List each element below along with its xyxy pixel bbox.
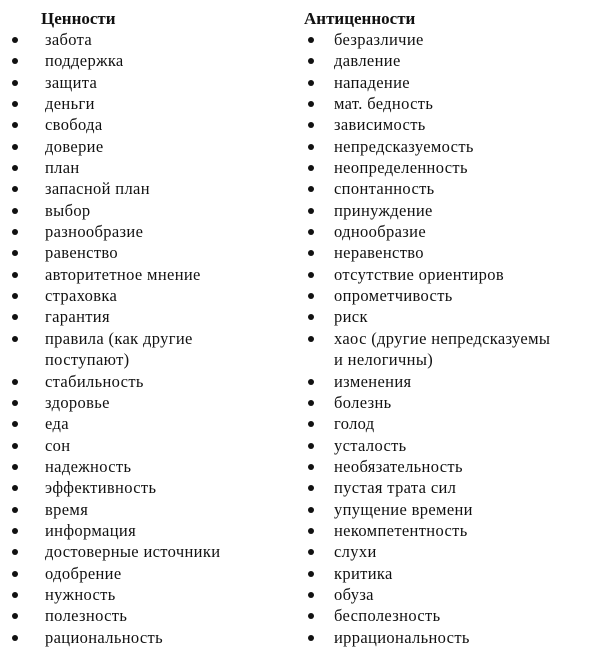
values-list	[0, 29, 290, 648]
list-item	[289, 605, 591, 626]
list-item-text: пустая трата сил	[334, 478, 457, 498]
list-item	[0, 563, 290, 584]
list-item	[289, 306, 591, 327]
bullet-icon	[12, 250, 18, 256]
list-item	[289, 72, 591, 93]
list-item	[0, 157, 290, 178]
list-item-text: забота	[45, 30, 93, 49]
list-item-text: бесполезность	[334, 606, 441, 626]
bullet-icon	[12, 272, 18, 278]
list-item-text: необязательность	[334, 456, 463, 476]
bullet-icon	[308, 592, 314, 598]
list-item-text: поступают)	[45, 350, 130, 370]
bullet-icon	[308, 379, 314, 385]
list-item-text: иррациональность	[334, 627, 470, 647]
bullet-icon	[308, 250, 314, 256]
list-item	[289, 200, 591, 221]
list-item-text: спонтанность	[334, 179, 435, 199]
bullet-icon	[12, 635, 18, 641]
list-item-text: сон	[45, 435, 71, 455]
list-item-text: свобода	[45, 115, 103, 135]
bullet-icon	[12, 336, 18, 342]
bullet-icon	[12, 613, 18, 619]
bullet-icon	[12, 101, 18, 107]
bullet-icon	[12, 165, 18, 171]
bullet-icon	[308, 80, 314, 86]
list-item	[289, 541, 591, 562]
list-item-text: упущение времени	[334, 499, 473, 519]
list-item-text: мат. бедность	[334, 94, 434, 114]
list-item	[289, 499, 591, 520]
list-item	[0, 29, 290, 50]
list-item	[289, 50, 591, 71]
list-item	[289, 328, 591, 371]
bullet-icon	[12, 379, 18, 385]
bullet-icon	[12, 80, 18, 86]
list-item	[289, 242, 591, 263]
bullet-icon	[308, 613, 314, 619]
antivalues-column	[289, 8, 591, 648]
bullet-icon	[12, 293, 18, 299]
list-item-text: надежность	[45, 456, 132, 476]
list-item-text: некомпетентность	[334, 520, 468, 540]
list-item	[0, 285, 290, 306]
bullet-icon	[308, 208, 314, 214]
bullet-icon	[12, 592, 18, 598]
list-item-text: неопределенность	[334, 158, 468, 178]
bullet-icon	[308, 485, 314, 491]
list-item	[289, 435, 591, 456]
bullet-icon	[308, 507, 314, 513]
list-item	[0, 477, 290, 498]
bullet-icon	[12, 485, 18, 491]
list-item	[289, 520, 591, 541]
bullet-icon	[12, 571, 18, 577]
list-item-text: еда	[45, 414, 69, 434]
bullet-icon	[308, 635, 314, 641]
list-item	[289, 114, 591, 135]
bullet-icon	[308, 571, 314, 577]
list-item-text: полезность	[45, 606, 128, 626]
list-item	[0, 114, 290, 135]
list-item	[0, 136, 290, 157]
list-item	[0, 72, 290, 93]
list-item-text: план	[45, 158, 80, 178]
list-item-text: рациональность	[45, 627, 163, 647]
list-item-text: равенство	[45, 243, 119, 263]
list-item-text: авторитетное мнение	[45, 264, 201, 284]
list-item-text: отсутствие ориентиров	[334, 264, 504, 284]
list-item	[0, 178, 290, 199]
list-item	[289, 29, 591, 50]
bullet-icon	[12, 528, 18, 534]
list-item-text: нападение	[334, 72, 410, 92]
bullet-icon	[308, 101, 314, 107]
list-item-text: здоровье	[45, 392, 110, 412]
bullet-icon	[308, 272, 314, 278]
bullet-icon	[12, 144, 18, 150]
list-item	[0, 50, 290, 71]
list-item	[289, 413, 591, 434]
list-item	[0, 93, 290, 114]
list-item-text: время	[45, 499, 89, 519]
bullet-icon	[308, 165, 314, 171]
list-item-text: поддержка	[45, 51, 124, 71]
bullet-icon	[308, 443, 314, 449]
list-item	[289, 178, 591, 199]
list-item-text: страховка	[45, 286, 118, 306]
bullet-icon	[12, 122, 18, 128]
list-item-text: неравенство	[334, 243, 424, 263]
list-item-text: давление	[334, 51, 401, 71]
bullet-icon	[12, 507, 18, 513]
bullet-icon	[308, 336, 314, 342]
list-item-text: разнообразие	[45, 222, 144, 242]
list-item-text: правила (как другие	[45, 328, 193, 348]
bullet-icon	[308, 186, 314, 192]
bullet-icon	[308, 314, 314, 320]
list-item-text: выбор	[45, 200, 91, 220]
list-item	[0, 627, 290, 648]
bullet-icon	[12, 208, 18, 214]
list-item	[289, 584, 591, 605]
bullet-icon	[308, 122, 314, 128]
bullet-icon	[308, 400, 314, 406]
list-item	[0, 392, 290, 413]
list-item-text: риск	[334, 307, 368, 327]
list-item-text: слухи	[334, 542, 377, 562]
list-item-text: эффективность	[45, 478, 157, 498]
list-item	[289, 627, 591, 648]
list-item-text: изменения	[334, 371, 412, 391]
list-item	[289, 456, 591, 477]
list-item	[0, 605, 290, 626]
list-item	[289, 563, 591, 584]
bullet-icon	[308, 464, 314, 470]
list-item-text: опрометчивость	[334, 286, 453, 306]
bullet-icon	[308, 58, 314, 64]
list-item	[289, 392, 591, 413]
list-item	[0, 413, 290, 434]
list-item-text: голод	[334, 414, 375, 434]
list-item	[0, 242, 290, 263]
list-item-text: деньги	[45, 94, 95, 114]
list-item-text: запасной план	[45, 179, 150, 199]
list-item-text: критика	[334, 563, 393, 583]
list-item	[0, 264, 290, 285]
list-item	[0, 541, 290, 562]
list-item-text: безразличие	[334, 30, 424, 49]
list-item	[0, 456, 290, 477]
list-item-text: непредсказуемость	[334, 136, 474, 156]
values-heading: Ценности	[41, 9, 116, 28]
list-item	[0, 328, 290, 371]
list-item	[0, 221, 290, 242]
antivalues-list	[289, 29, 591, 648]
list-item-text: одобрение	[45, 563, 122, 583]
list-item	[0, 200, 290, 221]
list-item	[0, 371, 290, 392]
list-item-text: доверие	[45, 136, 104, 156]
list-item-text: и нелогичны)	[334, 350, 434, 370]
bullet-icon	[308, 293, 314, 299]
bullet-icon	[12, 229, 18, 235]
bullet-icon	[12, 464, 18, 470]
list-item	[0, 520, 290, 541]
list-item-text: зависимость	[334, 115, 426, 135]
bullet-icon	[308, 549, 314, 555]
list-item	[0, 306, 290, 327]
list-item-text: обуза	[334, 584, 374, 604]
bullet-icon	[12, 443, 18, 449]
bullet-icon	[12, 421, 18, 427]
bullet-icon	[12, 314, 18, 320]
list-item-text: информация	[45, 520, 137, 540]
list-item-text: хаос (другие непредсказуемы	[334, 328, 551, 348]
values-column	[0, 8, 290, 648]
list-item	[289, 221, 591, 242]
list-item	[289, 93, 591, 114]
bullet-icon	[12, 186, 18, 192]
bullet-icon	[12, 58, 18, 64]
list-item	[0, 499, 290, 520]
list-item	[289, 157, 591, 178]
list-item	[0, 584, 290, 605]
bullet-icon	[12, 400, 18, 406]
list-item	[289, 477, 591, 498]
bullet-icon	[308, 144, 314, 150]
bullet-icon	[308, 37, 314, 43]
list-item-text: нужность	[45, 584, 116, 604]
list-item-text: однообразие	[334, 222, 426, 242]
list-item-text: гарантия	[45, 307, 110, 327]
bullet-icon	[308, 229, 314, 235]
list-item	[0, 435, 290, 456]
antivalues-heading: Антиценности	[304, 9, 416, 28]
bullet-icon	[12, 549, 18, 555]
list-item	[289, 136, 591, 157]
list-item	[289, 264, 591, 285]
bullet-icon	[308, 421, 314, 427]
list-item-text: болезнь	[334, 392, 392, 412]
list-item-text: усталость	[334, 435, 407, 455]
list-item	[289, 285, 591, 306]
list-item-text: стабильность	[45, 371, 144, 391]
bullet-icon	[12, 37, 18, 43]
list-item-text: защита	[45, 72, 98, 92]
list-item	[289, 371, 591, 392]
list-item-text: принуждение	[334, 200, 433, 220]
bullet-icon	[308, 528, 314, 534]
list-item-text: достоверные источники	[45, 542, 221, 562]
